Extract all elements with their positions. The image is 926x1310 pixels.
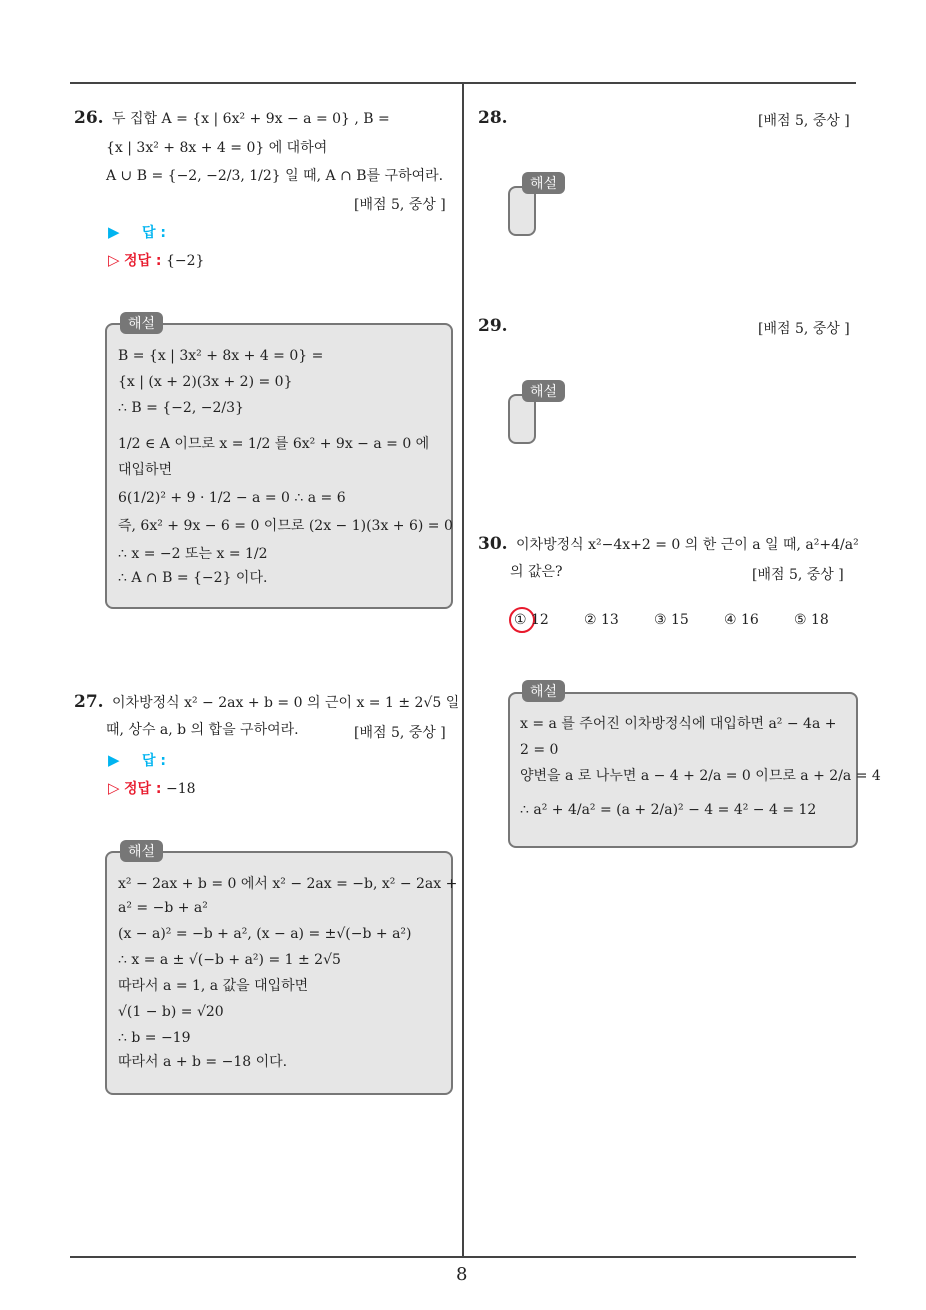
question-text-line: 때, 상수 a, b 의 합을 구하여라. — [106, 722, 299, 738]
solution-line: 6(1/2)² + 9 · 1/2 − a = 0 ∴ a = 6 — [118, 490, 346, 506]
solution-line: ∴ a² + 4/a² = (a + 2/a)² − 4 = 4² − 4 = 12 — [520, 802, 817, 818]
solution-tag: 해설 — [522, 380, 565, 402]
answer-label: 답 : — [142, 225, 166, 241]
solution-line: √(1 − b) = √20 — [118, 1004, 224, 1020]
question-number: 28. — [478, 108, 508, 128]
solution-line: ∴ x = −2 또는 x = 1/2 — [118, 546, 268, 562]
score-label: [배점 5, 중상 ] — [758, 113, 850, 129]
correct-arrow-icon: ▷ — [108, 251, 120, 269]
score-label: [배점 5, 중상 ] — [752, 567, 844, 583]
bottom-rule — [70, 1256, 856, 1258]
question-text-line: 이차방정식 x² − 2ax + b = 0 의 근이 x = 1 ± 2√5 일 — [112, 695, 460, 711]
choice-4[interactable]: ④ 16 — [724, 612, 759, 628]
question-text-line: {x | 3x² + 8x + 4 = 0} 에 대하여 — [106, 140, 328, 156]
question-text-line: 이차방정식 x²−4x+2 = 0 의 한 근이 a 일 때, a²+4/a² — [516, 537, 859, 553]
choice-2[interactable]: ② 13 — [584, 612, 619, 628]
choice-1[interactable]: ① 12 — [514, 612, 549, 628]
question-number: 27. — [74, 692, 104, 712]
score-label: [배점 5, 중상 ] — [758, 321, 850, 337]
solution-line: 즉, 6x² + 9x − 6 = 0 이므로 (2x − 1)(3x + 6) = 0 — [118, 518, 453, 534]
solution-line: a² = −b + a² — [118, 900, 208, 916]
question-text-line: A ∪ B = {−2, −2/3, 1/2} 일 때, A ∩ B를 구하여라. — [106, 168, 444, 184]
score-label: [배점 5, 중상 ] — [354, 197, 446, 213]
solution-line: {x | (x + 2)(3x + 2) = 0} — [118, 374, 293, 390]
question-number: 29. — [478, 316, 508, 336]
solution-tag: 해설 — [522, 680, 565, 702]
solution-line: 따라서 a = 1, a 값을 대입하면 — [118, 978, 309, 994]
question-number: 26. — [74, 108, 104, 128]
solution-line: ∴ x = a ± √(−b + a²) = 1 ± 2√5 — [118, 952, 341, 968]
solution-tag: 해설 — [120, 312, 163, 334]
solution-line: 대입하면 — [118, 462, 173, 478]
solution-line: ∴ B = {−2, −2/3} — [118, 400, 244, 416]
choice-3[interactable]: ③ 15 — [654, 612, 689, 628]
page-number: 8 — [456, 1264, 468, 1285]
solution-line: B = {x | 3x² + 8x + 4 = 0} = — [118, 348, 324, 364]
question-text-line: 의 값은? — [510, 564, 563, 580]
correct-value: −18 — [165, 781, 196, 797]
answer-label: 답 : — [142, 753, 166, 769]
solution-line: ∴ b = −19 — [118, 1030, 191, 1046]
column-divider — [462, 82, 464, 1258]
solution-line: 1/2 ∈ A 이므로 x = 1/2 를 6x² + 9x − a = 0 에 — [118, 436, 430, 452]
solution-tag: 해설 — [120, 840, 163, 862]
solution-line: x = a 를 주어진 이차방정식에 대입하면 a² − 4a + — [520, 716, 837, 732]
solution-line: 양변을 a 로 나누면 a − 4 + 2/a = 0 이므로 a + 2/a = 4 — [520, 768, 881, 784]
solution-line: 2 = 0 — [520, 742, 559, 758]
solution-line: (x − a)² = −b + a², (x − a) = ±√(−b + a²) — [118, 926, 412, 942]
question-text-line: 두 집합 A = {x | 6x² + 9x − a = 0} , B = — [112, 111, 390, 127]
solution-tag: 해설 — [522, 172, 565, 194]
solution-line: x² − 2ax + b = 0 에서 x² − 2ax = −b, x² − 2ax + — [118, 876, 458, 892]
correct-arrow-icon: ▷ — [108, 779, 120, 797]
correct-label: 정답 : — [124, 253, 162, 269]
solution-line: ∴ A ∩ B = {−2} 이다. — [118, 570, 268, 586]
answer-arrow-icon: ▶ — [108, 751, 120, 769]
question-number: 30. — [478, 534, 508, 554]
correct-label: 정답 : — [124, 781, 162, 797]
correct-value: {−2} — [165, 253, 205, 269]
answer-arrow-icon: ▶ — [108, 223, 120, 241]
score-label: [배점 5, 중상 ] — [354, 725, 446, 741]
choice-5[interactable]: ⑤ 18 — [794, 612, 829, 628]
solution-line: 따라서 a + b = −18 이다. — [118, 1054, 288, 1070]
